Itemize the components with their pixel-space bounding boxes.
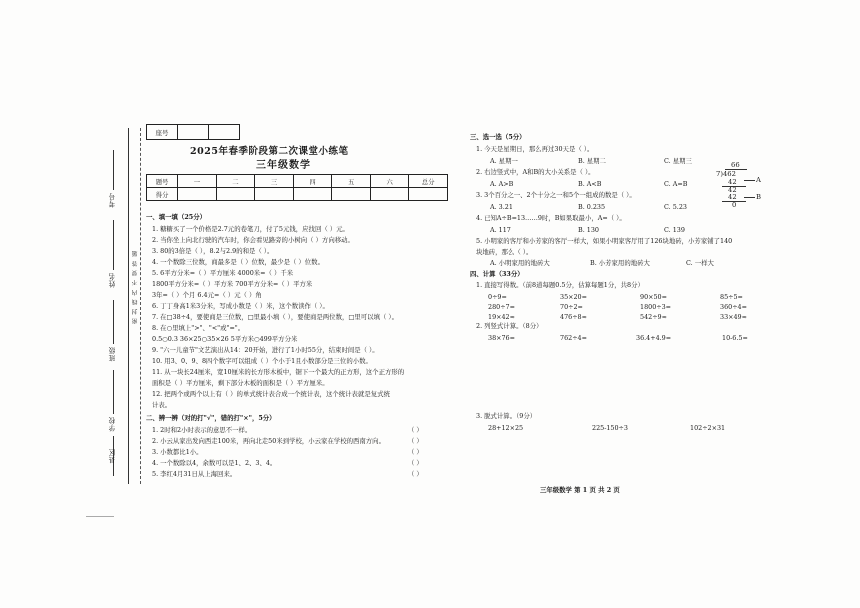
banji-label: 班级 (109, 346, 117, 362)
fill-question-line: 7. 在□38÷4，要使商是三位数，□里最小填（ ），要使商是两位数，□里可以填（ ）。 (152, 313, 398, 321)
choice-q2-b: B. A<B (578, 180, 602, 188)
fill-question-line: 9. "六一儿童节"文艺演出从14：20开始，进行了1小时55分，结束时间是（ ）。 (152, 346, 379, 354)
oral-calc-item: 90×50= (640, 293, 667, 301)
scan-mark (86, 516, 114, 517)
oral-calc-item: 476÷8≈ (560, 313, 587, 321)
answer-parentheses[interactable]: （ ） (408, 426, 423, 434)
choice-q1-a: A. 星期一 (490, 157, 518, 165)
vertical-calc-item: 762÷4= (560, 334, 587, 342)
choice-q3-c: C. 5.23 (664, 203, 687, 211)
score-header-cell: 三 (255, 175, 294, 188)
score-cell (409, 188, 448, 201)
choice-q5-b: B. 小芳家用的地砖大 (590, 259, 650, 267)
oral-calc-item: 35×20= (560, 293, 587, 301)
judge-question-line: 1. 2时和2小时表示的意思不一样。 (152, 426, 252, 434)
division-label-b: B (756, 193, 761, 201)
arrow-b (744, 197, 755, 198)
choice-q2: 2. 右边竖式中，A和B的大小关系是（ ）。 (476, 168, 595, 176)
score-header-cell: 五 (332, 175, 371, 188)
choice-q1-b: B. 星期二 (578, 157, 606, 165)
fill-question-line: 1. 糖糖买了一个价格是2.7元的卷笔刀，付了5元钱，应找回（ ）元。 (152, 225, 349, 233)
choice-q2-c: C. A=B (664, 180, 688, 188)
fill-question-line: 3年=（ ）个月 6.4元=（ ）元（ ）角 (152, 291, 262, 299)
section-1-heading: 一、填一填（25分） (146, 213, 207, 221)
score-cell (255, 188, 294, 201)
calc-part-3: 3. 脱式计算。（9分） (476, 412, 537, 420)
xian-label: 县区 (109, 448, 117, 464)
fill-question-line: 面积是（ ）平方厘米，剩下部分木板的面积是（ ）平方厘米。 (152, 379, 329, 387)
choice-q4-b: B. 130 (578, 226, 599, 234)
choice-q5: 5. 小明家的客厅和小芳家的客厅一样大，如果小明家客厅用了126块地砖，小芳家铺了140 (476, 237, 733, 245)
division-dividend: 7)462 (716, 170, 736, 178)
binding-line (128, 128, 129, 484)
division-step2: 42 (728, 186, 737, 194)
xingming-underline (113, 220, 114, 270)
score-header-cell: 一 (178, 175, 217, 188)
score-cell (370, 188, 409, 201)
choice-q3-b: B. 0.235 (578, 203, 606, 211)
answer-parentheses[interactable]: （ ） (408, 448, 423, 456)
fill-question-line: 0.5○0.3 36×25○35×26 5平方米○499平方分米 (152, 335, 298, 343)
fill-question-line: 8. 在○里填上">"、"<"或"="。 (152, 324, 245, 332)
division-step1: 42 (728, 178, 737, 186)
kaohao-underline (113, 150, 114, 190)
judge-question-line: 5. 李红4月31日从上海回来。 (152, 470, 237, 478)
fill-question-line: 6. 丁丁身高1米3分米，写成小数是（ ）米，这个数读作（ ）。 (152, 302, 329, 310)
answer-parentheses[interactable]: （ ） (408, 459, 423, 467)
score-header-cell: 六 (370, 175, 409, 188)
stepwise-calc-item: 102÷2×31 (690, 424, 726, 432)
choice-q5-c: C. 一样大 (686, 259, 714, 267)
fill-question-line: 12. 把两个或两个以上有（ ）的单式统计表合成一个统计表，这个统计表就是复式统 (152, 390, 390, 398)
choice-q3-a: A. 3.21 (490, 203, 513, 211)
division-label-a: A (756, 176, 761, 184)
exam-title: 2025年春季阶段第二次课堂小练笔 (190, 146, 349, 157)
calc-part-1: 1. 直接写得数。（前8道每题0.5分，估算每题1分，共8分） (476, 281, 644, 289)
judge-question-line: 4. 一个数除以4，余数可以是1、2、3、4。 (152, 459, 277, 467)
fill-question-line: 1800平方分米=（ ）平方米 700平方分米=（ ）平方米 (152, 280, 313, 288)
arrow-a (744, 180, 755, 181)
score-table (146, 174, 448, 201)
oral-calc-item: 1800÷3= (640, 303, 672, 311)
section-2-heading: 二、辨一辨（对的打"√"，错的打"×"，5分） (146, 414, 276, 422)
score-cell (216, 188, 255, 201)
fill-question-line: 3. 80的3倍是（ ），8.2与2.9的和是（ ）。 (152, 247, 274, 255)
choice-q4-a: A. 117 (490, 226, 511, 234)
seal-line (140, 128, 141, 484)
xingming-label: 姓名 (109, 272, 117, 288)
division-quotient: 66 (731, 161, 740, 169)
stepwise-calc-item: 28+12×25 (488, 424, 524, 432)
seal-text: 密 封 线 内 不 要 答 题 (133, 250, 139, 325)
oral-calc-item: 360÷4= (720, 303, 747, 311)
score-header-cell: 二 (216, 175, 255, 188)
fill-question-line: 计表。 (152, 401, 172, 409)
oral-calc-item: 542÷9≈ (640, 313, 667, 321)
section-4-heading: 四、计算（33分） (470, 270, 524, 278)
oral-calc-item: 0÷9= (488, 293, 507, 301)
choice-q2-a: A. A>B (490, 180, 514, 188)
xuexiao-label: 学校 (109, 416, 117, 432)
division-remainder: 0 (732, 201, 737, 209)
score-header-cell: 题号 (147, 175, 178, 188)
score-row-label: 得分 (147, 188, 178, 201)
kaohao-label: 考号 (109, 192, 117, 208)
choice-q5-a: A. 小明家用的地砖大 (490, 259, 550, 267)
calc-part-2: 2. 列竖式计算。（8分） (476, 322, 543, 330)
xuexiao-underline (113, 370, 114, 414)
page-footer: 三年级数学 第 1 页 共 2 页 (540, 486, 620, 494)
score-cell (178, 188, 217, 201)
judge-question-line: 2. 小云从家出发向西走100米，再向北走50米到学校，小云家在学校的西南方向。 (152, 437, 385, 445)
choice-q3: 3. 3个百分之一、2个十分之一和5个一组成的数是（ ）。 (476, 191, 636, 199)
answer-parentheses[interactable]: （ ） (408, 470, 423, 478)
oral-calc-item: 19×42≈ (488, 313, 515, 321)
score-cell (332, 188, 371, 201)
vertical-calc-item: 10-6.5= (722, 334, 748, 342)
fill-question-line: 11. 从一块长24厘米，宽10厘米的长方形木板中，锯下一个最大的正方形，这个正方形的 (152, 368, 405, 376)
choice-q4-c: C. 139 (664, 226, 685, 234)
section-3-heading: 三、选一选（5分） (470, 133, 526, 141)
judge-question-line: 3. 小数都比1小。 (152, 448, 203, 456)
seat-cell (209, 125, 240, 140)
answer-parentheses[interactable]: （ ） (408, 437, 423, 445)
stepwise-calc-item: 225-150÷3 (592, 424, 628, 432)
seat-label: 座号 (147, 125, 178, 140)
vertical-calc-item: 36.4+4.9= (636, 334, 672, 342)
vertical-calc-item: 38×76= (488, 334, 515, 342)
seat-number-box (146, 124, 240, 140)
oral-calc-item: 33×49≈ (720, 313, 747, 321)
choice-q1: 1. 今天是星期日，那么再过30天是（ ）。 (476, 145, 594, 153)
fill-question-line: 10. 用3、0、9、8四个数字可以组成（ ）个小于1且小数部分是三位的小数。 (152, 357, 372, 365)
oral-calc-item: 70÷2= (560, 303, 583, 311)
score-header-cell: 四 (293, 175, 332, 188)
score-cell (293, 188, 332, 201)
oral-calc-item: 280÷7= (488, 303, 515, 311)
fill-question-line: 5. 6平方分米=（ ）平方厘米 4000米=（ ）千米 (152, 269, 294, 277)
fill-question-line: 4. 一个数除三位数，商最多是（ ）位数，最少是（ ）位数。 (152, 258, 324, 266)
oral-calc-item: 85÷5= (720, 293, 743, 301)
score-header-cell: 总分 (409, 175, 448, 188)
seat-cell (178, 125, 209, 140)
choice-q4: 4. 已知A÷B=13……9时，B如果取最小，A=（ ）。 (476, 214, 626, 222)
banji-underline (113, 300, 114, 344)
choice-q1-c: C. 星期三 (664, 157, 692, 165)
choice-q5-cont: 块地砖，那么（ ）。 (476, 248, 533, 256)
division-step3: 42 (728, 193, 737, 201)
exam-subtitle: 三年级数学 (256, 160, 311, 171)
fill-question-line: 2. 当你坐上向北行驶的汽车时，你会看见路旁的小树向（ ）方向移动。 (152, 236, 354, 244)
